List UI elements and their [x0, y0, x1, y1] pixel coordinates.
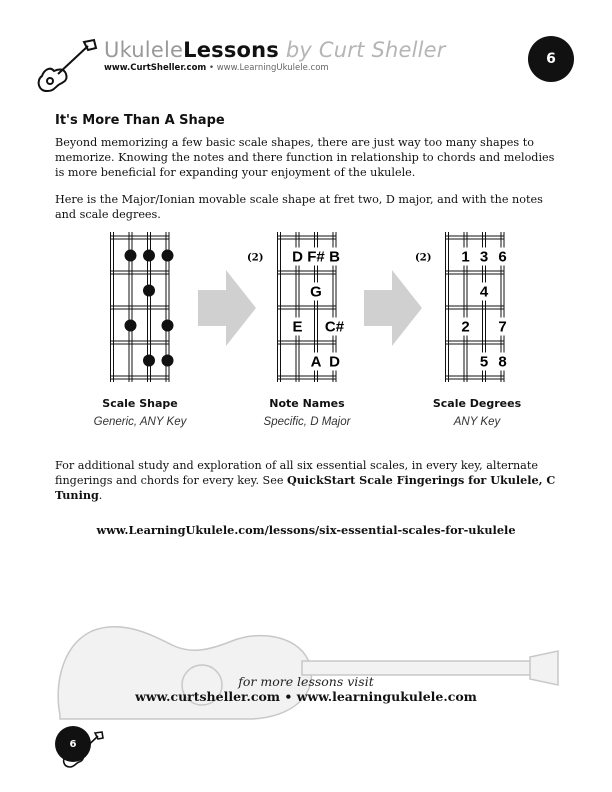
brand-by: by Curt Sheller [279, 38, 446, 62]
diagram-subtitle-scale-shape: Generic, ANY Key [93, 416, 187, 428]
study-book-title: QuickStart Scale Fingerings for Ukulele, C Tuning [55, 473, 556, 502]
fret-label: 1 [461, 248, 470, 266]
fretboard-2 [415, 232, 512, 382]
url-separator: • [206, 63, 217, 73]
ukulele-logo-icon [34, 36, 100, 96]
diagram-title-note-names: Note Names [269, 397, 345, 410]
scale-diagrams [0, 228, 612, 388]
paragraph-shape: Here is the Major/Ionian movable scale shape at fret two, D major, and with the notes and scale degrees. [55, 193, 543, 221]
arrow-right-icon [364, 270, 422, 346]
diagram-title-scale-shape: Scale Shape [102, 397, 178, 410]
diagram-title-scale-degrees: Scale Degrees [432, 397, 522, 410]
page-number-badge: 6 [528, 36, 574, 82]
fretboard-1 [247, 232, 345, 382]
finger-dot [162, 355, 174, 367]
brand-title [104, 38, 446, 62]
fret-label: 7 [498, 318, 507, 336]
paragraph-study [55, 458, 565, 503]
fret-label: G [310, 283, 322, 301]
lesson-url-link[interactable]: www.LearningUkulele.com/lessons/six-essential-scales-for-ukulele [96, 523, 516, 537]
diagram-subtitle-scale-degrees: ANY Key [453, 416, 501, 428]
brand-ukulele: Ukulele [104, 38, 184, 62]
finger-dot [162, 250, 174, 262]
fret-label: 8 [498, 353, 507, 371]
fret-label: 2 [461, 318, 470, 336]
url-primary[interactable]: www.CurtSheller.com [104, 63, 207, 73]
fret-marker: (2) [247, 252, 264, 264]
paragraph-intro: Beyond memorizing a few basic scale shapes, there are just way too many shapes to memorize. Knowing the notes and there function in relationship to chords and melodies is more beneficial for expanding your enjoyment of the ukulele. [55, 136, 555, 179]
fret-label: E [292, 318, 303, 336]
finger-dot [143, 355, 155, 367]
arrow-right-icon [198, 270, 256, 346]
fret-label: 4 [479, 283, 489, 301]
finger-dot [125, 250, 137, 262]
footer-urls[interactable]: www.curtsheller.com • www.learningukulele.com [135, 689, 477, 704]
finger-dot [143, 250, 155, 262]
fret-label: 6 [498, 248, 507, 266]
fret-label: B [329, 248, 340, 266]
section-heading: It's More Than A Shape [55, 113, 225, 128]
finger-dot [143, 285, 155, 297]
finger-dot [162, 320, 174, 332]
footer-note: for more lessons visit [238, 674, 374, 689]
fret-label: 3 [479, 248, 489, 266]
diagram-subtitle-note-names: Specific, D Major [263, 416, 351, 428]
brand-lessons: Lessons [183, 38, 280, 62]
fretboard-0 [110, 232, 174, 382]
fret-label: C# [324, 318, 345, 336]
fret-label: A [310, 353, 322, 371]
fret-label: F# [307, 248, 325, 266]
study-text: For additional study and exploration of all six essential scales, in every key, alternate fingerings and chords for every key. See [55, 459, 538, 487]
brand-urls [104, 63, 329, 73]
fret-label: 5 [479, 353, 489, 371]
fret-label: D [329, 353, 340, 371]
fret-label: D [292, 248, 303, 266]
url-secondary[interactable]: www.LearningUkulele.com [216, 63, 329, 73]
fret-marker: (2) [415, 252, 432, 264]
footer-page-badge: 6 [55, 726, 91, 762]
study-text-end: . [98, 489, 103, 502]
ukulele-watermark-icon [52, 615, 562, 725]
finger-dot [125, 320, 137, 332]
